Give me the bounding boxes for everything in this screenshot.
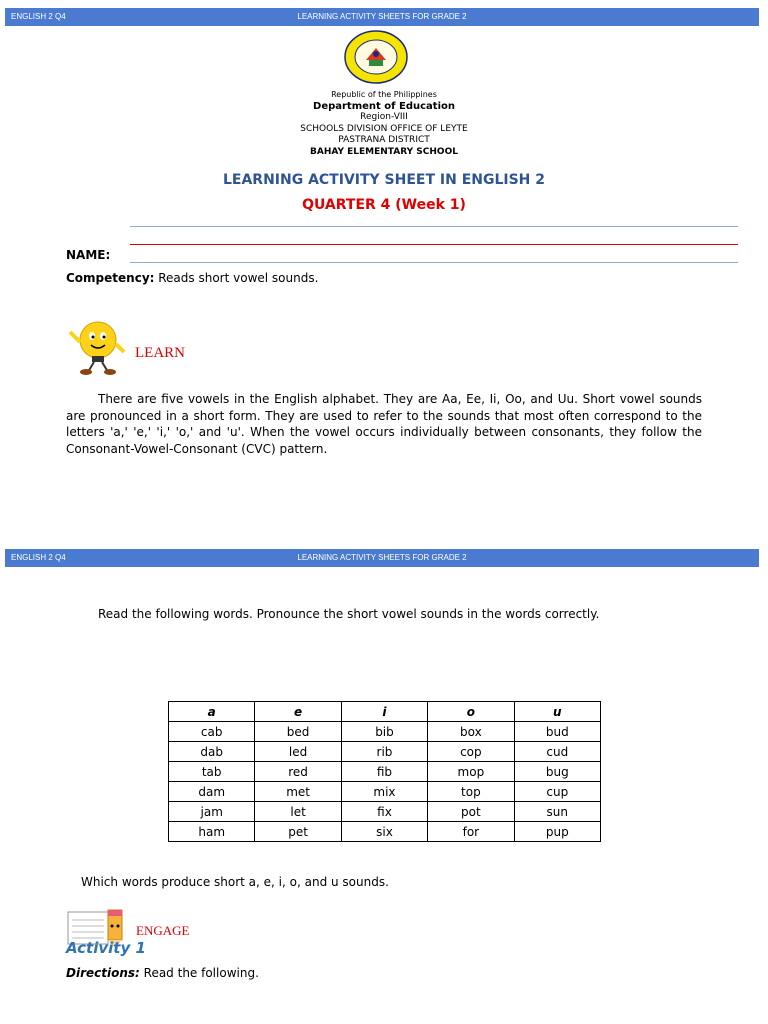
- table-cell: red: [255, 762, 341, 782]
- header-bar-left: ENGLISH 2 Q4: [11, 12, 66, 21]
- column-header: i: [341, 702, 427, 722]
- table-row: [169, 782, 601, 802]
- name-label: NAME:: [66, 248, 111, 262]
- header-bar-page2: [5, 549, 759, 567]
- table-cell: for: [428, 822, 514, 842]
- competency-label: Competency:: [66, 271, 155, 285]
- table-cell: rib: [341, 742, 427, 762]
- table-cell: pet: [255, 822, 341, 842]
- name-underline: [130, 262, 738, 263]
- table-cell: tab: [169, 762, 255, 782]
- table-header-row: [169, 702, 601, 722]
- district-text: PASTRANA DISTRICT: [338, 135, 430, 145]
- table-cell: cup: [514, 782, 600, 802]
- column-header: o: [428, 702, 514, 722]
- school-name: BAHAY ELEMENTARY SCHOOL: [310, 147, 458, 157]
- table-cell: pot: [428, 802, 514, 822]
- table-cell: bug: [514, 762, 600, 782]
- department-text: Department of Education: [313, 101, 455, 112]
- lightbulb-mascot-icon: [64, 318, 130, 376]
- table-cell: dam: [169, 782, 255, 802]
- table-cell: jam: [169, 802, 255, 822]
- table-cell: led: [255, 742, 341, 762]
- table-cell: cop: [428, 742, 514, 762]
- header-bar-center: LEARNING ACTIVITY SHEETS FOR GRADE 2: [297, 12, 467, 21]
- header-bar-left: ENGLISH 2 Q4: [11, 553, 66, 562]
- table-cell: fib: [341, 762, 427, 782]
- table-row: [169, 762, 601, 782]
- competency-line: [66, 271, 318, 285]
- table-cell: pup: [514, 822, 600, 842]
- table-cell: let: [255, 802, 341, 822]
- table-cell: mix: [341, 782, 427, 802]
- directions-label: Directions:: [66, 966, 140, 980]
- table-row: [169, 722, 601, 742]
- table-row: [169, 822, 601, 842]
- directions-text: Read the following.: [139, 966, 259, 980]
- question-text: Which words produce short a, e, i, o, and u sounds.: [81, 875, 389, 889]
- table-cell: six: [341, 822, 427, 842]
- learn-paragraph: There are five vowels in the English alphabet. They are Aa, Ee, Ii, Oo, and Uu. Short vowel sounds are pronounced in a short form. They are used to refer to the sounds that most often correspond to the letters 'a,' 'e,' 'i,' 'o,' and 'u'. When the vowel occurs individually between consonants, they follow the Consonant-Vowel-Consonant (CVC) pattern.: [66, 392, 702, 456]
- table-row: [169, 742, 601, 762]
- table-cell: mop: [428, 762, 514, 782]
- quarter-title: QUARTER 4 (Week 1): [302, 197, 466, 213]
- table-cell: sun: [514, 802, 600, 822]
- republic-text: Republic of the Philippines: [331, 90, 437, 99]
- header-bar-center: LEARNING ACTIVITY SHEETS FOR GRADE 2: [297, 553, 467, 562]
- table-row: [169, 802, 601, 822]
- table-cell: ham: [169, 822, 255, 842]
- table-cell: box: [428, 722, 514, 742]
- column-header: e: [255, 702, 341, 722]
- table-cell: met: [255, 782, 341, 802]
- competency-text: Reads short vowel sounds.: [154, 271, 319, 285]
- region-text: Region-VIII: [360, 112, 408, 122]
- divider-line-red: [130, 244, 738, 245]
- table-cell: top: [428, 782, 514, 802]
- table-cell: cab: [169, 722, 255, 742]
- column-header: u: [514, 702, 600, 722]
- vowel-words-table: [168, 701, 601, 842]
- table-cell: dab: [169, 742, 255, 762]
- table-cell: bed: [255, 722, 341, 742]
- table-cell: fix: [341, 802, 427, 822]
- activity-title: Activity 1: [66, 939, 146, 957]
- table-cell: bud: [514, 722, 600, 742]
- table-cell: bib: [341, 722, 427, 742]
- divider-line: [130, 226, 738, 227]
- header-bar: [5, 8, 759, 26]
- school-seal-logo: [344, 30, 408, 84]
- column-header: a: [169, 702, 255, 722]
- directions-line: [66, 966, 259, 980]
- learn-heading: LEARN: [135, 345, 185, 361]
- table-cell: cud: [514, 742, 600, 762]
- engage-heading: ENGAGE: [136, 923, 190, 938]
- sheet-title: LEARNING ACTIVITY SHEET IN ENGLISH 2: [222, 172, 546, 188]
- read-instruction: Read the following words. Pronounce the short vowel sounds in the words correctly.: [98, 607, 600, 621]
- division-text: SCHOOLS DIVISION OFFICE OF LEYTE: [300, 124, 468, 134]
